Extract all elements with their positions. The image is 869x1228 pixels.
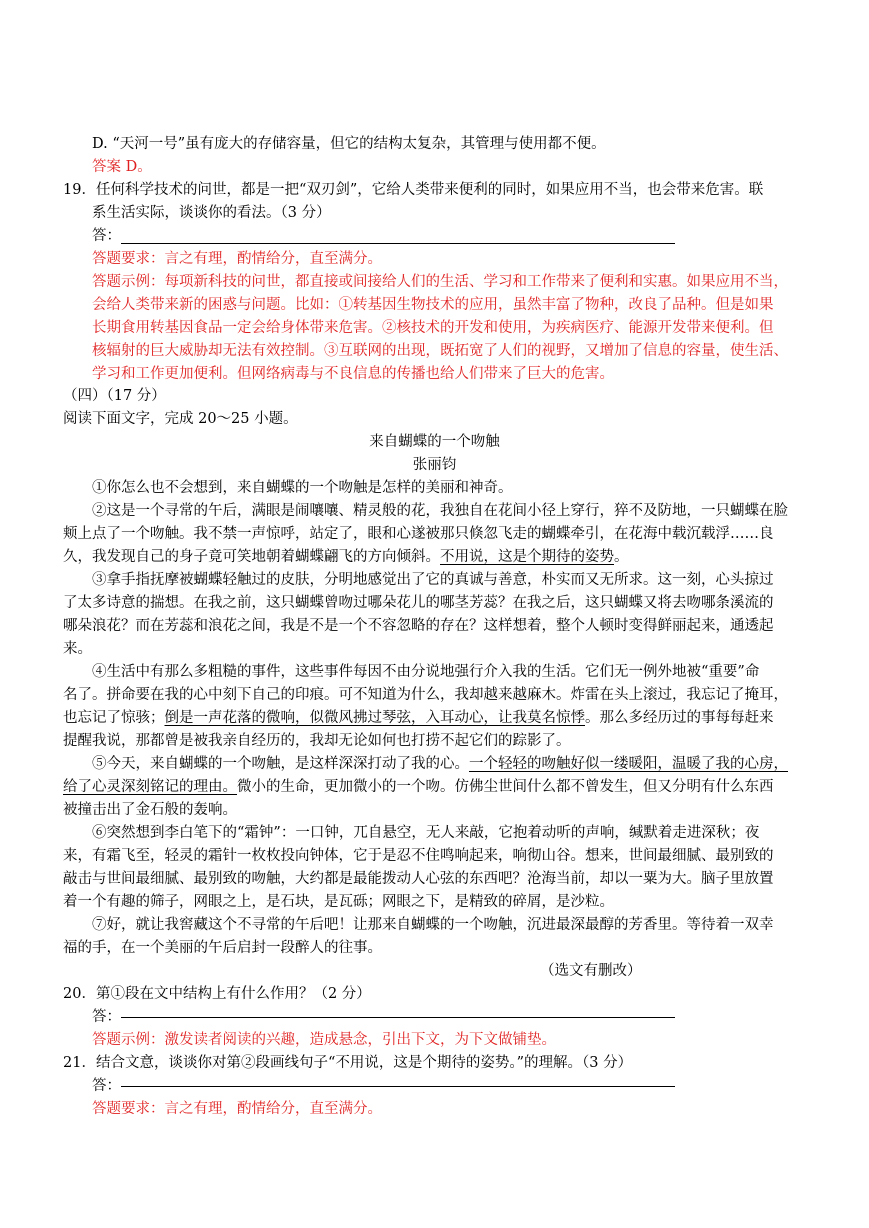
- paragraph-7-line2: 福的手，在一个美丽的午后启封一段醉人的往事。: [63, 940, 382, 956]
- article-source: （选文有删改）: [540, 963, 642, 979]
- answer-blank-19[interactable]: [121, 243, 675, 244]
- paragraph-4-line2: 名了。拼命要在我的心中刻下自己的印痕。可不知道为什么，我却越来越麻木。炸雷在头上滚过，我忘记了掩耳，: [63, 687, 788, 703]
- article-title: 来自蝴蝶的一个吻触: [369, 434, 500, 450]
- paragraph-5-line3: 被撞击出了金石般的轰响。: [63, 802, 237, 818]
- paragraph-2-line2: 颊上点了一个吻触。我不禁一声惊呼，站定了，眼和心遂被那只倏忽飞走的蝴蝶牵引，在花海中载沉载浮……良: [63, 526, 774, 542]
- paragraph-5-text: ⑤今天，来自蝴蝶的一个吻触，是这样深深打动了我的心。: [92, 756, 469, 772]
- underlined-sentence-5a: 一个轻轻的吻触好似一缕暖阳，温暖了我的心房，: [469, 756, 788, 772]
- example-19-line3: 长期食用转基因食品一定会给身体带来危害。②核技术的开发和使用，为疾病医疗、能源开发带来便利。但: [92, 320, 774, 336]
- paragraph-4-line1: ④生活中有那么多粗糙的事件，这些事件每因不由分说地强行介入我的生活。它们无一例外地被“重要”命: [92, 664, 760, 680]
- question-21: 21．结合文意，谈谈你对第②段画线句子“不用说，这是个期待的姿势。”的理解。（3 分）: [63, 1055, 633, 1071]
- question-19-line1: 19．任何科学技术的问世，都是一把“双刃剑”，它给人类带来便利的同时，如果应用不当，也会带来危害。联: [63, 182, 764, 198]
- article-author: 张丽钧: [412, 457, 457, 473]
- answer-blank-20[interactable]: [121, 1017, 675, 1018]
- paragraph-5-line2: [63, 777, 774, 797]
- paragraph-6-line4: 着一个有趣的筛子，网眼之上，是石块，是瓦砾；网眼之下，是精致的碎屑，是沙粒。: [63, 894, 614, 910]
- underlined-sentence-4: 倒是一声花落的微响，似微风拂过琴弦，入耳动心，让我莫名惊悸: [164, 710, 585, 726]
- underlined-sentence-2: 不用说，这是个期待的姿势: [440, 549, 614, 565]
- paragraph-4-line4: 提醒我说，那都曾是被我亲自经历的，我却无论如何也打捞不起它们的踪影了。: [63, 733, 571, 749]
- requirement-21: 答题要求：言之有理，酌情给分，直至满分。: [92, 1101, 382, 1117]
- paragraph-4-text: 也忘记了惊骇；: [63, 710, 165, 726]
- paragraph-6-line3: 敲击与世间最细腻、最别致的吻触，大约都是最能拨动人心弦的东西吧？沧海当前，却以一粟为大。脑子里放置: [63, 871, 774, 887]
- paragraph-6-line2: 来，有霜飞至，轻灵的霜针一枚枚投向钟体，它于是忍不住鸣响起来，响彻山谷。想来，世间最细腻、最别致的: [63, 848, 774, 864]
- paragraph-2-line1: ②这是一个寻常的午后，满眼是闹嚷嚷、精灵般的花，我独自在花间小径上穿行，猝不及防地，一只蝴蝶在脸: [92, 503, 788, 519]
- answer-blank-21[interactable]: [121, 1086, 675, 1087]
- example-19-line4: 核辐射的巨大威胁却无法有效控制。③互联网的出现，既拓宽了人们的视野，又增加了信息的容量，使生活、: [92, 343, 788, 359]
- question-19-line2: 系生活实际，谈谈你的看法。（3 分）: [92, 205, 331, 221]
- answer-label-19: 答：: [92, 228, 121, 244]
- paragraph-3-line4: 来。: [63, 641, 92, 657]
- answer-label-21: 答：: [92, 1078, 121, 1094]
- underlined-sentence-5b: 给了心灵深刻铭记的理由。: [63, 779, 237, 795]
- question-20: 20．第①段在文中结构上有什么作用？（2 分）: [63, 986, 371, 1002]
- section-heading: （四）（17 分）: [63, 388, 166, 404]
- paragraph-2-end: 。: [614, 549, 629, 565]
- paragraph-7-line1: ⑦好，就让我窖藏这个不寻常的午后吧！让那来自蝴蝶的一个吻触，沉进最深最醇的芳香里。等待着一双幸: [92, 917, 774, 933]
- paragraph-6-line1: ⑥突然想到李白笔下的“霜钟”：一口钟，兀自悬空，无人来敲，它抱着动听的声响，缄默着走进深秋；夜: [92, 825, 760, 841]
- paragraph-5-rest: 微小的生命，更加微小的一个吻。仿佛尘世间什么都不曾发生，但又分明有什么东西: [237, 779, 774, 795]
- answer-label-20: 答：: [92, 1009, 121, 1025]
- section-instruction: 阅读下面文字，完成 20～25 小题。: [63, 411, 298, 427]
- paragraph-1: ①你怎么也不会想到，来自蝴蝶的一个吻触是怎样的美丽和神奇。: [92, 480, 513, 496]
- example-20: 答题示例：激发读者阅读的兴趣，造成悬念，引出下文，为下文做铺垫。: [92, 1032, 556, 1048]
- requirement-19: 答题要求：言之有理，酌情给分，直至满分。: [92, 251, 382, 267]
- paragraph-5-line1: [92, 754, 788, 774]
- paragraph-2-line3: [63, 547, 629, 567]
- paragraph-2-text: 久，我发现自己的身子竟可笑地朝着蝴蝶翩飞的方向倾斜。: [63, 549, 440, 565]
- answer-18: 答案 D。: [92, 159, 152, 175]
- paragraph-3-line2: 了太多诗意的揣想。在我之前，这只蝴蝶曾吻过哪朵花儿的哪茎芳蕊？在我之后，这只蝴蝶又将去吻哪条溪流的: [63, 595, 774, 611]
- paragraph-4-line3: [63, 708, 774, 728]
- example-19-line2: 会给人类带来新的困惑与问题。比如：①转基因生物技术的应用，虽然丰富了物种，改良了品种。但是如果: [92, 297, 774, 313]
- example-19-line5: 学习和工作更加便利。但网络病毒与不良信息的传播也给人们带来了巨大的危害。: [92, 366, 614, 382]
- paragraph-4-end: 。那么多经历过的事每每赶来: [585, 710, 774, 726]
- example-19-line1: 答题示例：每项新科技的问世，都直接或间接给人们的生活、学习和工作带来了便利和实惠。如果应用不当，: [92, 274, 788, 290]
- option-d: D. “天河一号”虽有庞大的存储容量，但它的结构太复杂，其管理与使用都不便。: [92, 136, 606, 152]
- paragraph-3-line3: 哪朵浪花？而在芳蕊和浪花之间，我是不是一个不容忽略的存在？这样想着，整个人顿时变得鲜丽起来，通透起: [63, 618, 774, 634]
- paragraph-3-line1: ③拿手指抚摩被蝴蝶轻触过的皮肤，分明地感觉出了它的真诚与善意，朴实而又无所求。这一刻，心头掠过: [92, 572, 774, 588]
